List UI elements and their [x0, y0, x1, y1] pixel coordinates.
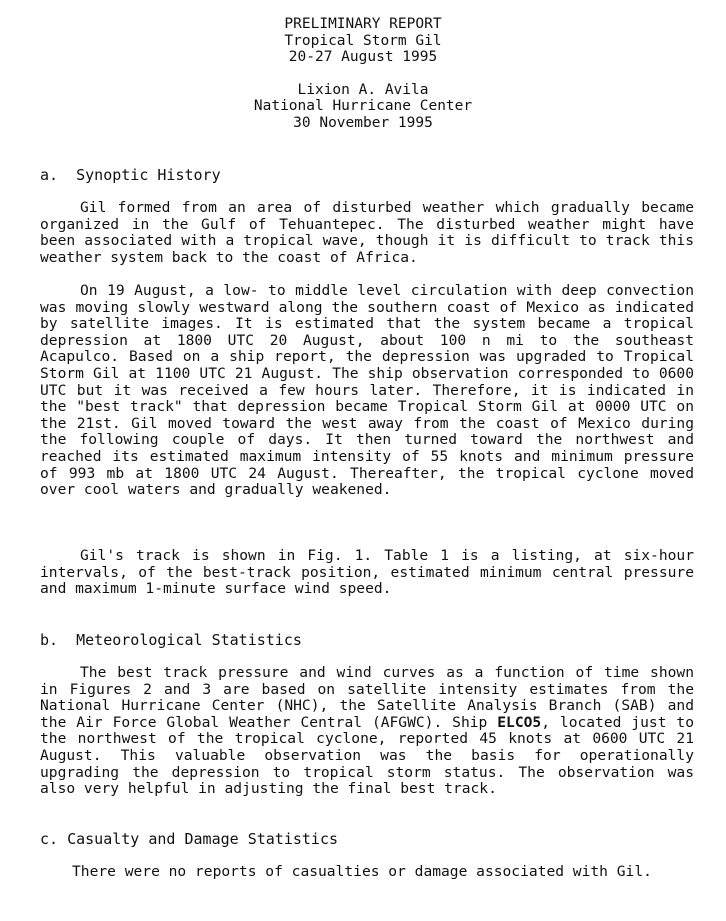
synoptic-paragraph-2: On 19 August, a low- to middle level circulation with deep convection was moving slowly westward along the southern coast of Mexico as indicated by satellite images. It is estimated that the system became a tropical depression at 1800 UTC 20 August, about 100 n mi to the southeast Acapulco. Based on a ship report, the depression was upgraded to Tropical Storm Gil at 1100 UTC 21 August. The ship observation corresponded to 0600 UTC but it was received a few hours later. Therefore, it is indicated in the "best track" that depression became Tropical Storm Gil at 0000 UTC on the 21st. Gil moved toward the west away from the coast of Mexico during the following couple of days. It then turned toward the northwest and reached its estimated maximum intensity of 55 knots and minimum pressure of 993 mb at 1800 UTC 24 August. Thereafter, the tropical cyclone moved over cool waters and gradually weakened.	[40, 282, 694, 499]
meteorological-paragraph	[40, 665, 694, 798]
ship-callsign: ELCO5	[497, 713, 542, 731]
meteorological-text-start: The best track pressure and wind curves as a function of time shown in Figures 2 and 3 are based on satellite intensity estimates from the National Hurricane Center (NHC), the Satellite Analysis Branch (SAB) and the Air Force Global Weather Central (AFGWC). Ship	[40, 664, 694, 731]
report-header	[0, 16, 726, 131]
synoptic-paragraph-3: Gil's track is shown in Fig. 1. Table 1 is a listing, at six-hour intervals, of the best-track position, estimated minimum central pressure and maximum 1-minute surface wind speed.	[40, 547, 694, 598]
section-a-heading: a. Synoptic History	[40, 166, 221, 184]
organization: National Hurricane Center	[253, 98, 473, 114]
report-date: 30 November 1995	[293, 114, 433, 131]
author-name: Lixion A. Avila	[297, 81, 429, 98]
casualty-paragraph: There were no reports of casualties or damage associated with Gil.	[72, 863, 652, 880]
header-spacer	[0, 66, 726, 82]
storm-dates: 20-27 August 1995	[288, 49, 438, 65]
report-type: PRELIMINARY REPORT	[284, 16, 442, 32]
section-c-heading: c. Casualty and Damage Statistics	[40, 830, 339, 848]
storm-name: Tropical Storm Gil	[284, 32, 442, 49]
synoptic-paragraph-1: Gil formed from an area of disturbed weather which gradually became organized in the Gulf of Tehuantepec. The disturbed weather might have been associated with a tropical wave, though it is difficult to track this weather system back to the coast of Africa.	[40, 199, 694, 266]
section-b-heading: b. Meteorological Statistics	[40, 631, 302, 649]
meteorological-text-end: , located just to the northwest of the tropical cyclone, reported 45 knots at 0600 UTC 21 August. This valuable observation was the basis for operationally upgrading the depression to tropical storm status. The observation was also very helpful in adjusting the final best track.	[40, 713, 694, 798]
